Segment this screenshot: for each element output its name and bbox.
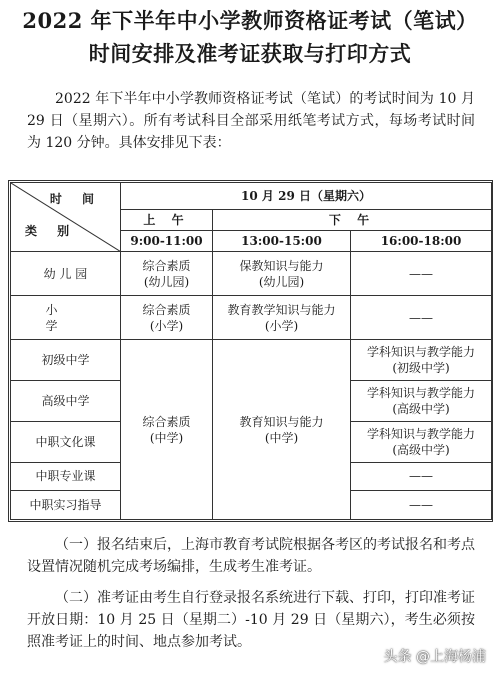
slot3-cell: 学科知识与教学能力 (高级中学) (351, 381, 492, 422)
slot3-cell: —— (351, 252, 492, 296)
slot3-header: 16:00-18:00 (351, 231, 492, 252)
slot1-header: 9:00-11:00 (121, 231, 213, 252)
category-cell: 小 学 (11, 296, 121, 340)
slot3-cell: 学科知识与教学能力 (高级中学) (351, 422, 492, 463)
category-cell: 幼 儿 园 (11, 252, 121, 296)
watermark-text: 头条 @上海杨浦 (383, 649, 486, 665)
corner-time-label: 时 间 (49, 192, 102, 206)
slot3-cell: —— (351, 296, 492, 340)
category-cell: 中职专业课 (11, 463, 121, 490)
morning-header: 上 午 (121, 210, 213, 231)
note-paragraph-2: （二）准考证由考生自行登录报名系统进行下载、打印，打印准考证开放日期：10 月 25 日（星期二）-10 月 29 日（星期六），考生必须按照准考证上的时间、地点参加考试。 (27, 590, 475, 650)
exam-date-header: 10 月 29 日（星期六） (121, 183, 492, 210)
table-row (11, 340, 492, 381)
slot2-header: 13:00-15:00 (213, 231, 351, 252)
secondary-slot1-cell: 综合素质 (中学) (121, 340, 213, 520)
slot3-cell: —— (351, 463, 492, 490)
table-row (11, 252, 492, 296)
slot1-cell: 综合素质 (幼儿园) (121, 252, 213, 296)
table-row (11, 296, 492, 340)
slot2-cell: 教育教学知识与能力 (小学) (213, 296, 351, 340)
slot2-cell: 保教知识与能力 (幼儿园) (213, 252, 351, 296)
page-title-line1: 2022 年下半年中小学教师资格证考试（笔试） (22, 8, 478, 33)
slot3-cell: 学科知识与教学能力 (初级中学) (351, 340, 492, 381)
page-title-line2: 时间安排及准考证获取与打印方式 (88, 41, 412, 66)
category-cell: 中职实习指导 (11, 490, 121, 520)
schedule-table (10, 182, 492, 520)
category-cell: 中职文化课 (11, 422, 121, 463)
corner-category-label: 类 别 (25, 224, 78, 239)
category-cell: 高级中学 (11, 381, 121, 422)
slot3-cell: —— (351, 490, 492, 520)
secondary-slot2-cell: 教育知识与能力 (中学) (213, 340, 351, 520)
note-paragraph-1: （一）报名结束后，上海市教育考试院根据各考区的考试报名和考点设置情况随机完成考场编排，生成考生准考证。 (27, 537, 475, 575)
intro-paragraph: 2022 年下半年中小学教师资格证考试（笔试）的考试时间为 10 月 29 日（星期六）。所有考试科目全部采用纸笔考试方式，每场考试时间为 120 分钟。具体安排见下表： (27, 91, 475, 151)
table-corner-cell (11, 183, 121, 252)
slot1-cell: 综合素质 (小学) (121, 296, 213, 340)
category-cell: 初级中学 (11, 340, 121, 381)
afternoon-header: 下 午 (213, 210, 492, 231)
